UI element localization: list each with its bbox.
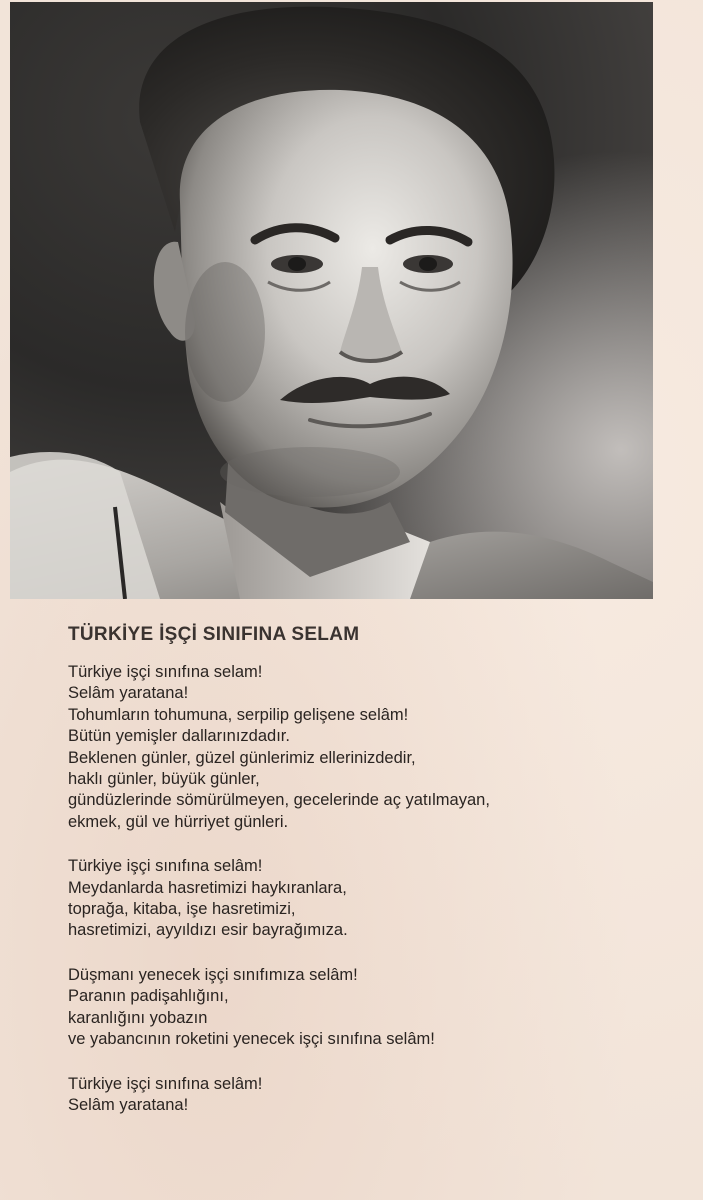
poem-line: ve yabancının roketini yenecek işçi sınıfına selâm!	[68, 1030, 435, 1049]
poem-stanza-1	[68, 662, 668, 833]
poem-line: Düşmanı yenecek işçi sınıfımıza selâm!	[68, 965, 358, 984]
poem-line: Türkiye işçi sınıfına selâm!	[68, 857, 263, 876]
poem-line: hasretimizi, ayyıldızı esir bayrağımıza.	[68, 921, 348, 940]
poem-line: Türkiye işçi sınıfına selâm!	[68, 1074, 263, 1093]
poem-line: karanlığını yobazın	[68, 1008, 208, 1027]
poem-line: Selâm yaratana!	[68, 1095, 189, 1114]
poem-stanza-4	[68, 1074, 668, 1117]
poem-stanza-3	[68, 965, 668, 1051]
poem-line: Beklenen günler, güzel günlerimiz ellerinizdedir,	[68, 748, 416, 767]
poem-line: toprağa, kitaba, işe hasretimizi,	[68, 900, 296, 919]
portrait-illustration	[10, 2, 653, 599]
poem-line: Bütün yemişler dallarınızdadır.	[68, 727, 290, 746]
poem-line: Selâm yaratana!	[68, 684, 189, 703]
poem-stanza-2	[68, 856, 668, 942]
poem-line: Türkiye işçi sınıfına selam!	[68, 663, 263, 681]
poem-line: Tohumların tohumuna, serpilip gelişene selâm!	[68, 705, 409, 724]
poem-line: ekmek, gül ve hürriyet günleri.	[68, 812, 289, 831]
poem-title: TÜRKİYE İŞÇİ SINIFINA SELAM	[68, 624, 360, 645]
poem-line: gündüzlerinde sömürülmeyen, gecelerinde aç yatılmayan,	[68, 791, 490, 810]
poem	[68, 624, 668, 1139]
portrait-photo	[10, 2, 653, 599]
poem-line: haklı günler, büyük günler,	[68, 770, 260, 789]
poem-line: Meydanlarda hasretimizi haykıranlara,	[68, 878, 347, 897]
poem-line: Paranın padişahlığını,	[68, 987, 229, 1006]
